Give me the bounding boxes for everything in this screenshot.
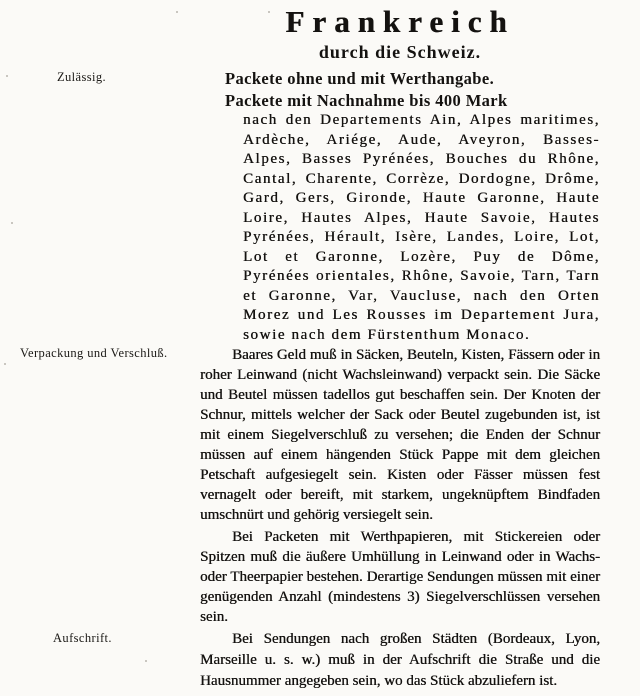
scan-speck [268, 11, 270, 13]
paragraph-packing-valuables: Bei Packeten mit Werthpapieren, mit Stickereien oder Spitzen muß die äußere Umhüllung in Leinwand oder in Wachs- oder Theerpapier bestehen. Derartige Sendungen müssen mit einer genügenden Anzahl (mindestens 3) Siegelverschlüssen versehen sein. [200, 529, 600, 625]
margin-note-verpackung-und-verschluss: Verpackung und Verschluß. [20, 346, 168, 360]
scan-speck [11, 222, 13, 224]
paragraph-address-instructions: Bei Sendungen nach großen Städten (Bordeaux, Lyon, Marseille u. s. w.) muß in der Aufschrift die Straße und die Hausnummer angegeben sein, wo das Stück abzuliefern ist. [200, 631, 600, 689]
page-subtitle: durch die Schweiz. [318, 42, 482, 62]
margin-note-aufschrift: Aufschrift. [53, 631, 112, 645]
scan-speck [145, 660, 147, 662]
page-title: Frankreich [285, 4, 515, 39]
departments-list-paragraph: nach den Departements Ain, Alpes maritimes, Ardèche, Ariége, Aude, Aveyron, Basses-Alpes, Basses Pyrénées, Bouches du Rhône, Cantal, Charente, Corrèze, Dordogne, Drôme, Gard, Gers, Gironde, Haute Garonne, Haute Loire, Hautes Alpes, Haute Savoie, Hautes Pyrénées, Hérault, Isère, Landes, Loire, Lot, Lot et Garonne, Lozère, Puy de Dôme, Pyrénées orientales, Rhône, Savoie, Tarn, Tarn et Garonne, Var, Vaucluse, nach den Orten Morez und Les Rousses im Departement Jura, sowie nach dem Fürstenthum Monaco. [243, 112, 600, 343]
heading-packete-ohne-und-mit-werthangabe: Packete ohne und mit Werthangabe. [225, 69, 495, 88]
margin-note-zulaessig: Zulässig. [57, 70, 107, 84]
scan-speck [176, 11, 178, 13]
scan-speck [6, 75, 8, 77]
heading-packete-mit-nachnahme: Packete mit Nachnahme bis 400 Mark [225, 91, 508, 110]
scan-speck [4, 363, 6, 365]
paragraph-packing-cash: Baares Geld muß in Säcken, Beuteln, Kisten, Fässern oder in roher Leinwand (nicht Wachsleinwand) verpackt sein. Die Säcke und Beutel müssen tadellos gut beschaffen sein. Der Knoten der Schnur, mittels welcher der Sack oder Beutel zugebunden ist, ist mit einem Siegelverschluß zu versehen; die Enden der Schnur müssen auf einem hängenden Stück Pappe mit dem gleichen Petschaft aufgesiegelt sein. Kisten oder Fässer müssen fest vernagelt oder bereift, mit starkem, ungeknüpftem Bindfaden umschnürt und gehörig versiegelt sein. [200, 347, 600, 523]
